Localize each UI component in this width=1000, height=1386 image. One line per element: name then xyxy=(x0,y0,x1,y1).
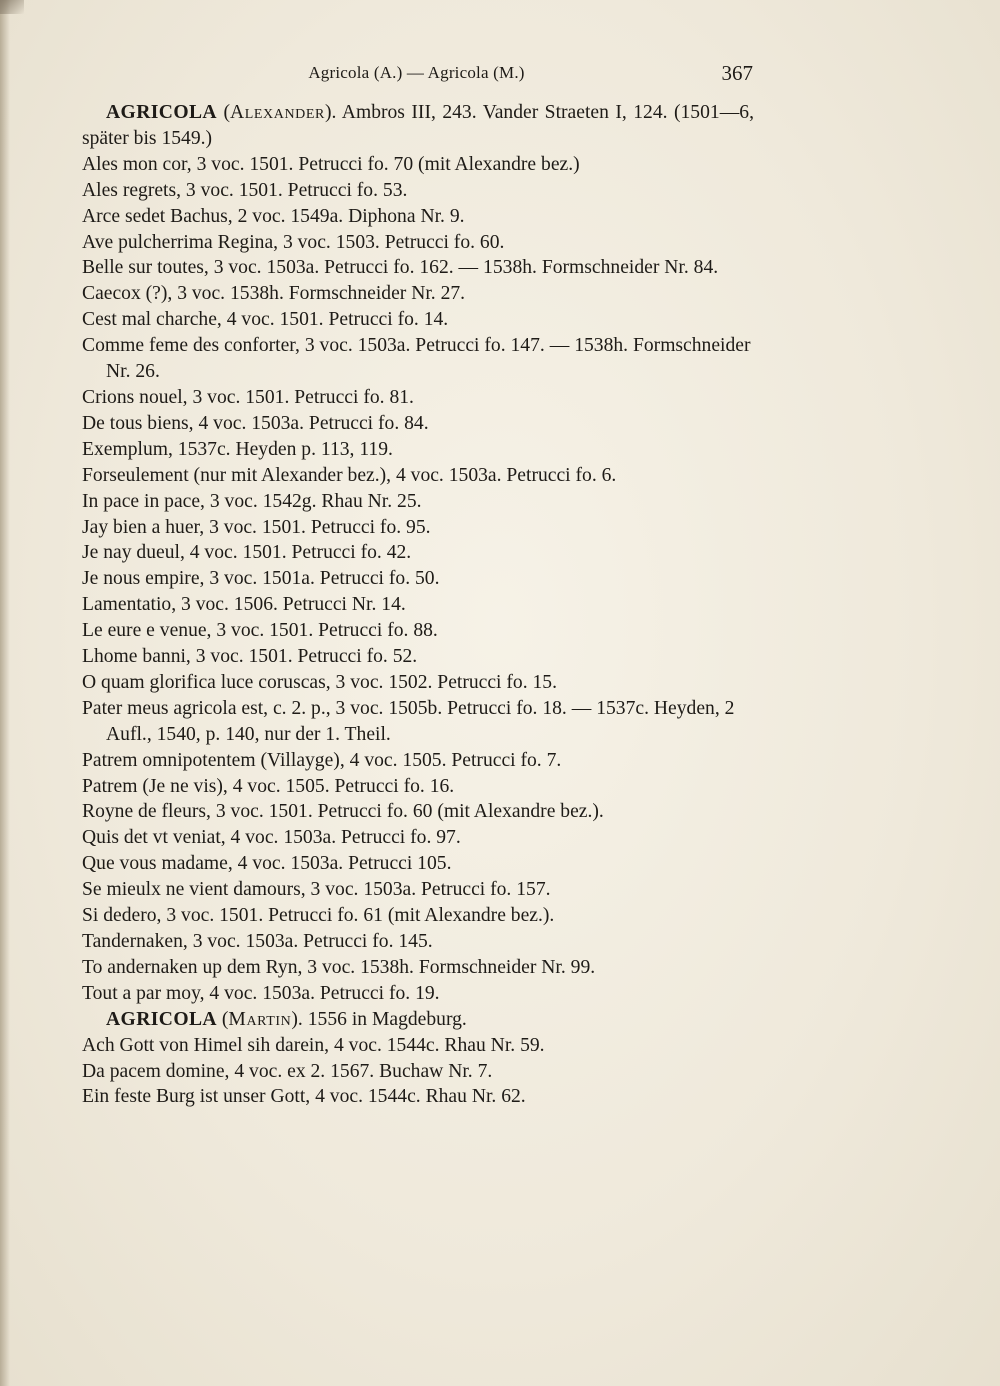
work-entry: Ales mon cor, 3 voc. 1501. Petrucci fo. 70 (mit Alexandre bez.) xyxy=(82,153,580,175)
work-entry: Que vous madame, 4 voc. 1503a. Petrucci 105. xyxy=(82,853,452,875)
work-entry: Exemplum, 1537c. Heyden p. 113, 119. xyxy=(82,438,393,460)
work-entry: Ave pulcherrima Regina, 3 voc. 1503. Petrucci fo. 60. xyxy=(82,231,505,253)
composer-surname: AGRICOLA xyxy=(106,1008,217,1030)
composer-heading-alexander: AGRICOLA (Alexander). Ambros III, 243. Vander Straeten I, 124. (1501—6, später bis 1549.) xyxy=(82,102,754,149)
composer-intro: 1556 in Magdeburg. xyxy=(302,1008,467,1030)
work-entry: Cest mal charche, 4 voc. 1501. Petrucci fo. 14. xyxy=(82,309,449,331)
composer-heading-martin: AGRICOLA (Martin). 1556 in Magdeburg. xyxy=(106,1008,467,1030)
page-number: 367 xyxy=(721,61,753,85)
work-entry: Lhome banni, 3 voc. 1501. Petrucci fo. 52. xyxy=(82,646,418,668)
work-entry: Patrem omnipotentem (Villayge), 4 voc. 1505. Petrucci fo. 7. xyxy=(82,749,562,771)
work-entry: Royne de fleurs, 3 voc. 1501. Petrucci fo. 60 (mit Alexandre bez.). xyxy=(82,801,604,823)
work-entry: Tandernaken, 3 voc. 1503a. Petrucci fo. 145. xyxy=(82,931,433,952)
work-entry: Ein feste Burg ist unser Gott, 4 voc. 1544c. Rhau Nr. 62. xyxy=(82,1086,526,1108)
composer-given-name: Alexander xyxy=(229,102,325,123)
composer-intro: Ambros III, 243. Vander Straeten I, 124. (1501—6, später bis 1549.) xyxy=(82,102,754,149)
page-corner-shadow xyxy=(0,0,24,14)
work-entry: Ach Gott von Himel sih darein, 4 voc. 1544c. Rhau Nr. 59. xyxy=(82,1034,545,1056)
work-entry: Je nous empire, 3 voc. 1501a. Petrucci fo. 50. xyxy=(82,568,440,590)
work-entry: Lamentatio, 3 voc. 1506. Petrucci Nr. 14. xyxy=(82,594,406,616)
work-entry: Patrem (Je ne vis), 4 voc. 1505. Petrucci fo. 16. xyxy=(82,775,455,797)
work-entry: Pater meus agricola est, c. 2. p., 3 voc. 1505b. Petrucci fo. 18. — 1537c. Heyden, 2 Aufl., 1540, p. 140, nur der 1. Theil. xyxy=(82,697,735,745)
work-entry: Crions nouel, 3 voc. 1501. Petrucci fo. 81. xyxy=(82,386,414,408)
work-entry: Comme feme des conforter, 3 voc. 1503a. Petrucci fo. 147. — 1538h. Formschneider Nr. 26. xyxy=(82,335,751,383)
work-entry: Se mieulx ne vient damours, 3 voc. 1503a. Petrucci fo. 157. xyxy=(82,879,551,901)
composer-surname: AGRICOLA xyxy=(106,102,217,123)
work-entry: Ales regrets, 3 voc. 1501. Petrucci fo. 53. xyxy=(82,179,408,201)
work-entry: Quis det vt veniat, 4 voc. 1503a. Petrucci fo. 97. xyxy=(82,827,461,849)
work-entry: Tout a par moy, 4 voc. 1503a. Petrucci fo. 19. xyxy=(82,982,440,1004)
work-entry: Arce sedet Bachus, 2 voc. 1549a. Diphona Nr. 9. xyxy=(82,205,465,227)
running-head xyxy=(80,61,753,85)
page-body xyxy=(82,100,754,1110)
work-entry: To andernaken up dem Ryn, 3 voc. 1538h. Formschneider Nr. 99. xyxy=(82,956,596,978)
work-entry: De tous biens, 4 voc. 1503a. Petrucci fo. 84. xyxy=(82,412,429,434)
work-entry: Caecox (?), 3 voc. 1538h. Formschneider Nr. 27. xyxy=(82,283,466,305)
composer-given-name: Martin xyxy=(228,1008,292,1030)
work-entry: Belle sur toutes, 3 voc. 1503a. Petrucci fo. 162. — 1538h. Formschneider Nr. 84. xyxy=(82,257,719,279)
work-entry: Si dedero, 3 voc. 1501. Petrucci fo. 61 (mit Alexandre bez.). xyxy=(82,905,555,927)
work-entry: Je nay dueul, 4 voc. 1501. Petrucci fo. 42. xyxy=(82,542,412,564)
work-entry: Forseulement (nur mit Alexander bez.), 4 voc. 1503a. Petrucci fo. 6. xyxy=(82,464,617,486)
work-entry: In pace in pace, 3 voc. 1542g. Rhau Nr. 25. xyxy=(82,490,422,512)
work-entry: Le eure e venue, 3 voc. 1501. Petrucci fo. 88. xyxy=(82,620,438,642)
work-entry: Jay bien a huer, 3 voc. 1501. Petrucci fo. 95. xyxy=(82,516,431,538)
binding-shadow xyxy=(0,0,10,1386)
work-entry: Da pacem domine, 4 voc. ex 2. 1567. Buchaw Nr. 7. xyxy=(82,1060,493,1082)
work-entry: O quam glorifica luce coruscas, 3 voc. 1502. Petrucci fo. 15. xyxy=(82,671,558,693)
running-title: Agricola (A.) — Agricola (M.) xyxy=(308,63,525,82)
